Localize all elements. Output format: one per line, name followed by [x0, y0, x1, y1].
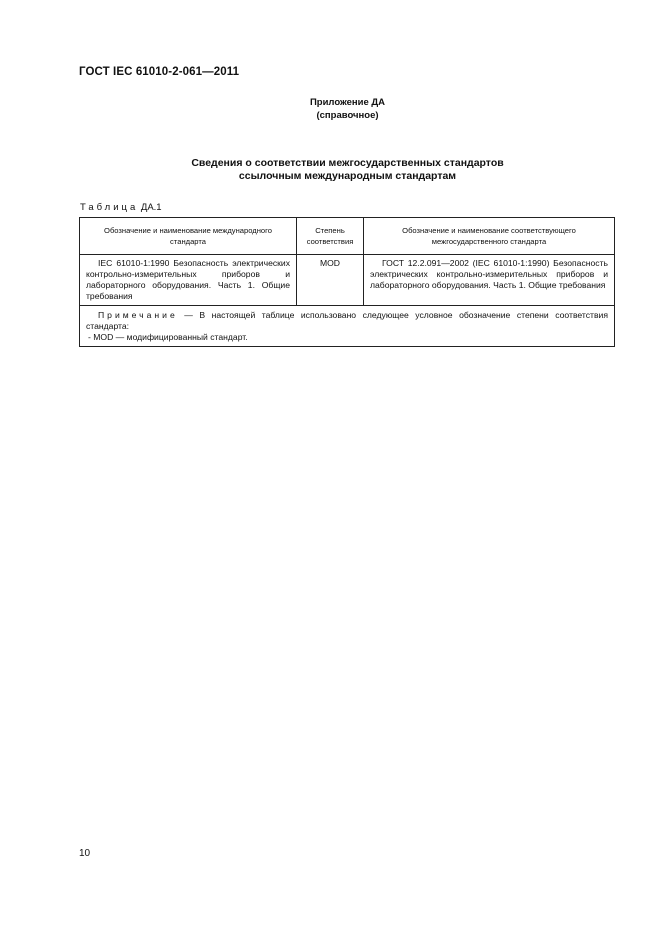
- cell-international-standard: [80, 255, 297, 306]
- correspondence-table: [79, 217, 615, 347]
- note-text: — В настоящей таблице использовано следующее условное обозначение степени соответствия стандарта:: [86, 310, 608, 331]
- table-caption-prefix: Таблица: [80, 202, 139, 213]
- document-header: ГОСТ IEC 61010-2-061—2011: [79, 66, 240, 78]
- table-note: [80, 306, 615, 347]
- table-note-row: [80, 306, 615, 347]
- cell-interstate-standard: [364, 255, 615, 306]
- table-header-row: [80, 218, 615, 255]
- header-interstate-standard: Обозначение и наименование соответствующего межгосударственного стандарта: [364, 218, 615, 255]
- section-title: [0, 157, 661, 183]
- note-paragraph: [86, 310, 608, 332]
- annex-subtitle: (справочное): [316, 110, 379, 121]
- header-international-standard: Обозначение и наименование международного стандарта: [80, 218, 297, 255]
- note-label: Примечание: [98, 310, 178, 320]
- note-list-item: - MOD — модифицированный стандарт.: [88, 332, 248, 342]
- cell-degree: MOD: [297, 255, 364, 306]
- table-caption: [80, 202, 162, 213]
- table-caption-number: ДА.1: [140, 202, 162, 213]
- header-degree-of-conformity: Степень соответствия: [297, 218, 364, 255]
- cell-international-text: IEC 61010-1:1990 Безопасность электрических контрольно-измерительных приборов и лабораторного оборудования. Часть 1. Общие требования: [86, 258, 290, 301]
- page-number: 10: [79, 848, 91, 859]
- table-row: [80, 255, 615, 306]
- section-title-line1: Сведения о соответствии межгосударственных стандартов: [191, 157, 504, 169]
- annex-title: Приложение ДА: [309, 97, 386, 108]
- annex-heading: [0, 96, 661, 122]
- cell-interstate-text: ГОСТ 12.2.091—2002 (IEC 61010-1:1990) Безопасность электрических контрольно-измерительных приборов и лабораторного оборудования. Часть 1. Общие требования: [370, 258, 608, 290]
- section-title-line2: ссылочным международным стандартам: [238, 170, 457, 182]
